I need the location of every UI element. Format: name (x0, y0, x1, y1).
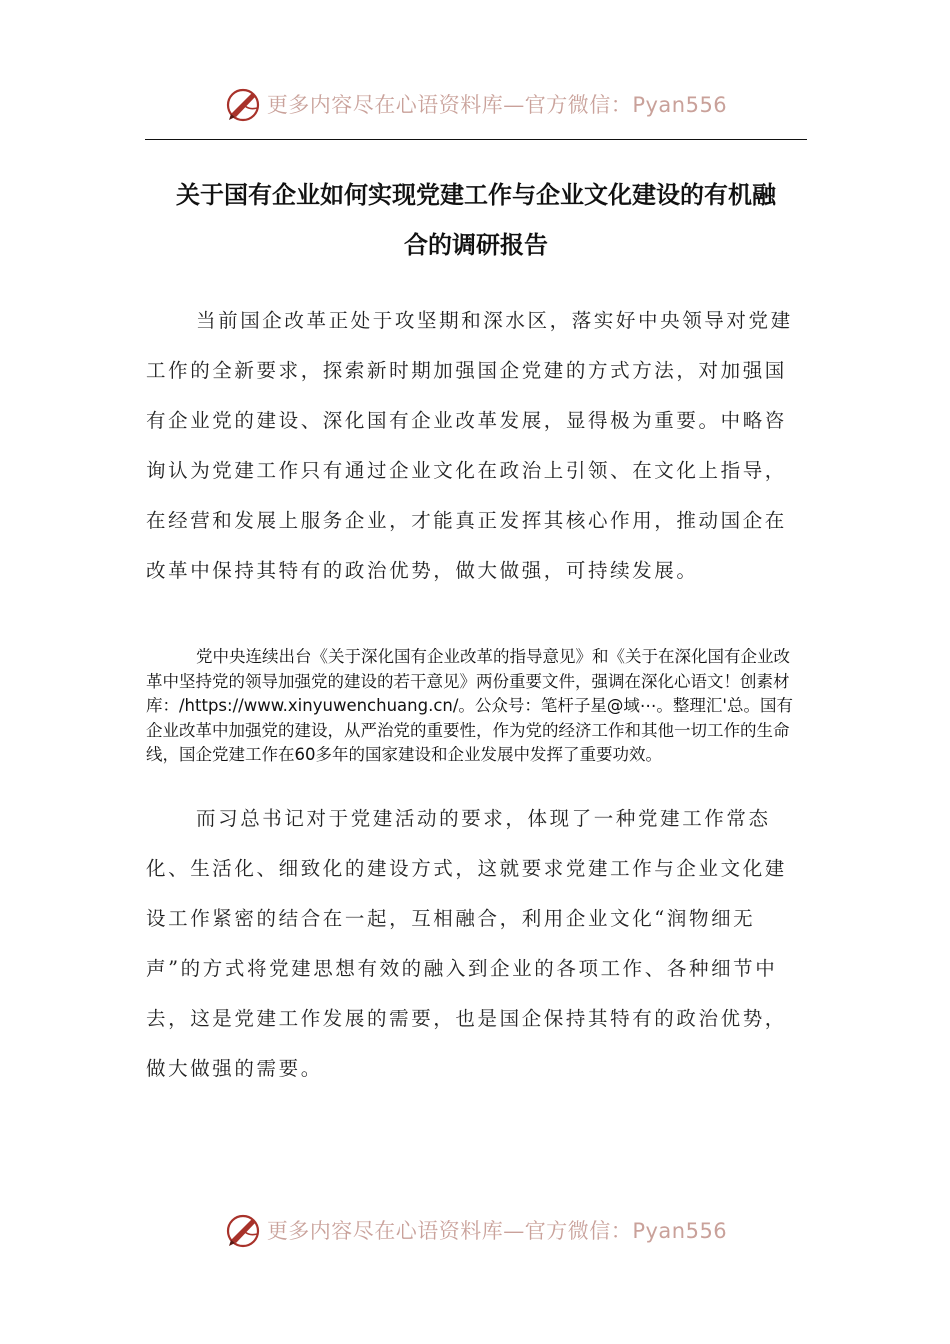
title-line-2: 合的调研报告 (404, 231, 548, 259)
paragraph-3: 而习总书记对于党建活动的要求，体现了一种党建工作常态化、生活化、细致化的建设方式，这就要求党建工作与企业文化建设工作紧密的结合在一起，互相融合，利用企业文化“润物细无声”的方式将党建思想有效的融入到企业的各项工作、各种细节中去，这是党建工作发展的需要，也是国企保持其特有的政治优势，做大做强的需要。 (146, 807, 787, 1080)
title-line-1: 关于国有企业如何实现党建工作与企业文化建设的有机融 (176, 181, 776, 209)
document-title (145, 170, 807, 270)
footer-banner-text: 更多内容尽在心语资料库—官方微信：Pyan556 (266, 1219, 728, 1243)
header-banner (0, 82, 950, 126)
pen-logo-icon (223, 84, 263, 124)
header-banner-text: 更多内容尽在心语资料库—官方微信：Pyan556 (266, 93, 728, 117)
header-divider (145, 139, 807, 140)
paragraph-2: 党中央连续出台《关于深化国有企业改革的指导意见》和《关于在深化国有企业改革中坚持党的领导加强党的建设的若干意见》两份重要文件，强调在深化心语文！创素材库：/https://www.xinyuwenchuang.cn/。公众号：笔杆子星@域⋯。整理汇'总。国有企业改革中加强党的建设，从严治党的重要性，作为党的经济工作和其他一切工作的生命线，国企党建工作在60多年的国家建设和企业发展中发挥了重要功效。 (146, 647, 793, 764)
pen-logo-icon (223, 1210, 263, 1250)
footer-banner (0, 1208, 950, 1252)
paragraph-1: 当前国企改革正处于攻坚期和深水区，落实好中央领导对党建工作的全新要求，探索新时期加强国企党建的方式方法，对加强国有企业党的建设、深化国有企业改革发展，显得极为重要。中略咨询认为党建工作只有通过企业文化在政治上引领、在文化上指导，在经营和发展上服务企业，才能真正发挥其核心作用，推动国企在改革中保持其特有的政治优势，做大做强，可持续发展。 (146, 309, 793, 582)
